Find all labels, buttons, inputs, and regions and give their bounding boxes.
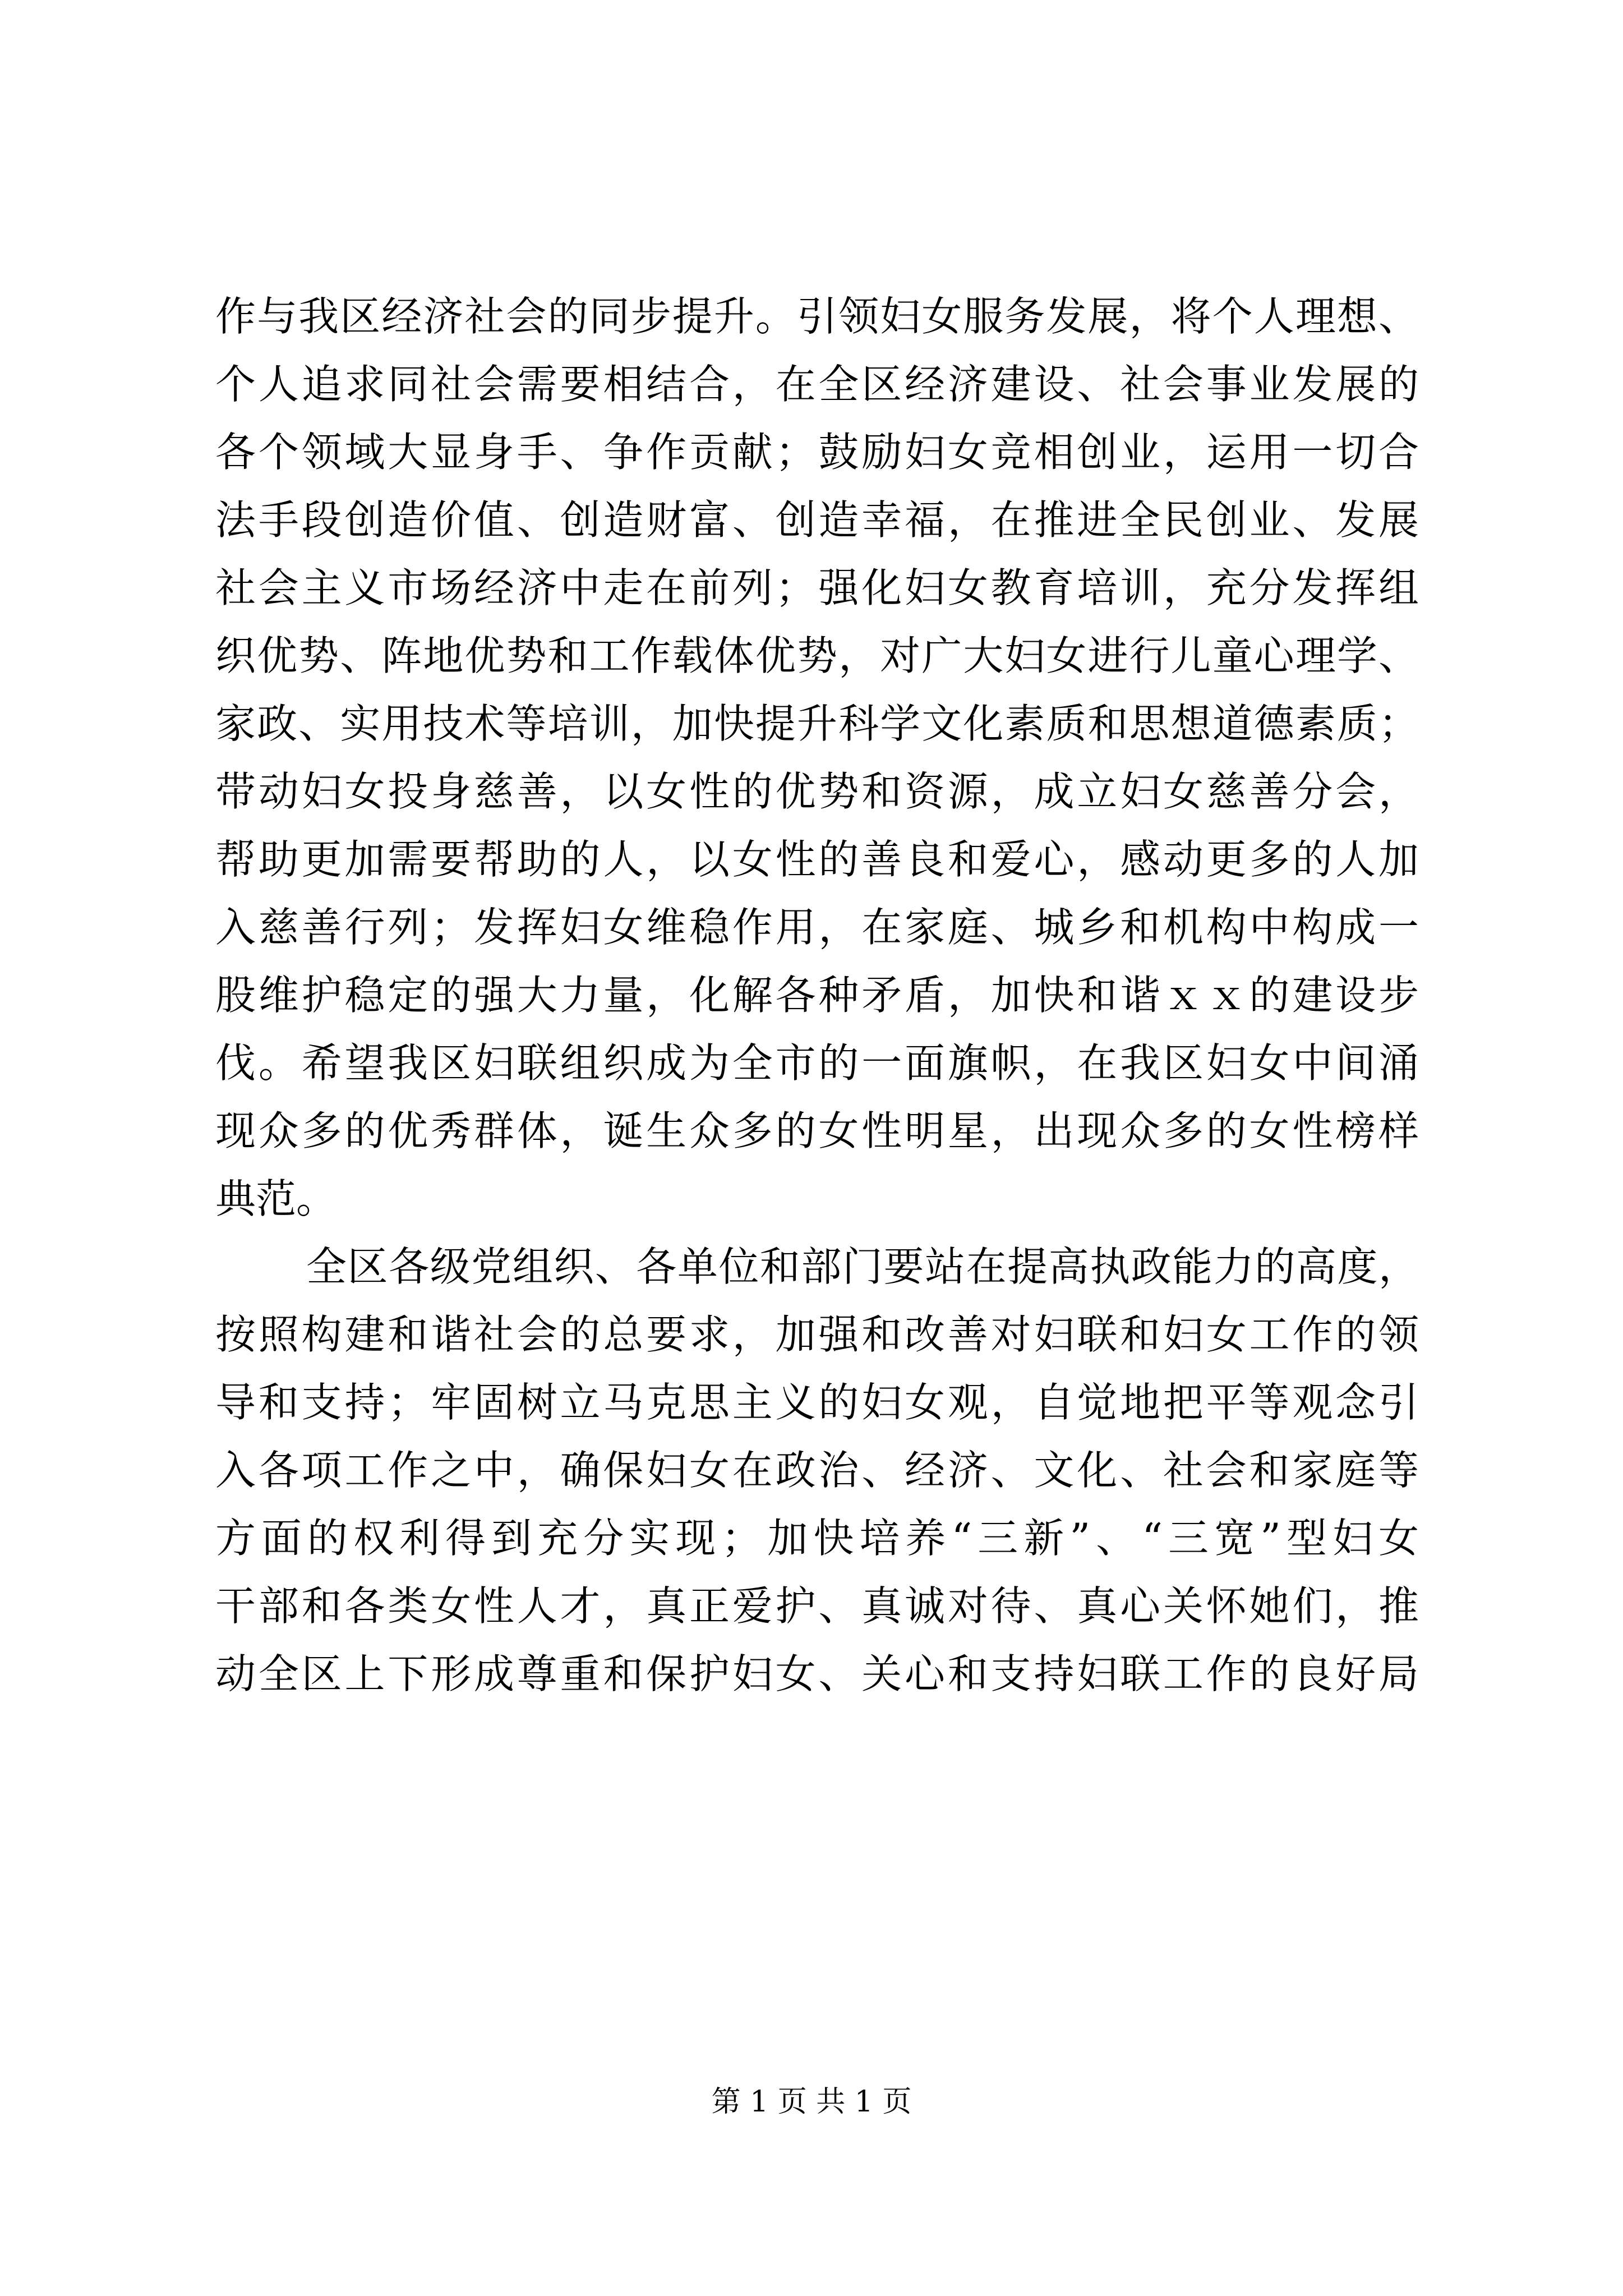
paragraph-2-line-3: 导和支持；牢固树立马克思主义的妇女观，自觉地把平等观念引 (215, 1379, 1419, 1426)
paragraph-1-line-8: 带动妇女投身慈善，以女性的优势和资源，成立妇女慈善分会， (215, 768, 1419, 815)
paragraph-2-line-6: 干部和各类女性人才，真正爱护、真诚对待、真心关怀她们，推 (215, 1582, 1419, 1630)
paragraph-1-line-14: 典范。 (215, 1175, 337, 1222)
paragraph-1-line-5: 社会主义市场经济中走在前列；强化妇女教育培训，充分发挥组 (215, 564, 1419, 611)
paragraph-2-line-2: 按照构建和谐社会的总要求，加强和改善对妇联和妇女工作的领 (215, 1311, 1419, 1358)
paragraph-1-line-10: 入慈善行列；发挥妇女维稳作用，在家庭、城乡和机构中构成一 (215, 904, 1419, 951)
paragraph-2-line-5: 方面的权利得到充分实现；加快培养“三新”、“三宽”型妇女 (215, 1515, 1419, 1562)
paragraph-2-line-7: 动全区上下形成尊重和保护妇女、关心和支持妇联工作的良好局 (215, 1650, 1419, 1697)
paragraph-1-line-12: 伐。希望我区妇联组织成为全市的一面旗帜，在我区妇女中间涌 (215, 1039, 1419, 1087)
paragraph-1-line-4: 法手段创造价值、创造财富、创造幸福，在推进全民创业、发展 (215, 496, 1419, 544)
paragraph-1-line-6: 织优势、阵地优势和工作载体优势，对广大妇女进行儿童心理学、 (215, 632, 1419, 679)
page-footer: 第 1 页 共 1 页 (711, 2085, 912, 2119)
paragraph-2-line-4: 入各项工作之中，确保妇女在政治、经济、文化、社会和家庭等 (215, 1447, 1419, 1494)
paragraph-1-line-9: 帮助更加需要帮助的人，以女性的善良和爱心，感动更多的人加 (215, 836, 1419, 883)
paragraph-1-line-11: 股维护稳定的强大力量，化解各种矛盾，加快和谐ｘｘ的建设步 (215, 972, 1419, 1019)
paragraph-1-line-3: 各个领域大显身手、争作贡献；鼓励妇女竞相创业，运用一切合 (215, 429, 1419, 476)
paragraph-1-line-13: 现众多的优秀群体，诞生众多的女性明星，出现众多的女性榜样 (215, 1107, 1419, 1154)
paragraph-1-line-7: 家政、实用技术等培训，加快提升科学文化素质和思想道德素质； (215, 700, 1419, 747)
paragraph-1-line-1: 作与我区经济社会的同步提升。引领妇女服务发展，将个人理想、 (215, 293, 1419, 340)
paragraph-1-line-2: 个人追求同社会需要相结合，在全区经济建设、社会事业发展的 (215, 361, 1419, 408)
paragraph-2-line-1: 全区各级党组织、各单位和部门要站在提高执政能力的高度， (306, 1243, 1419, 1290)
